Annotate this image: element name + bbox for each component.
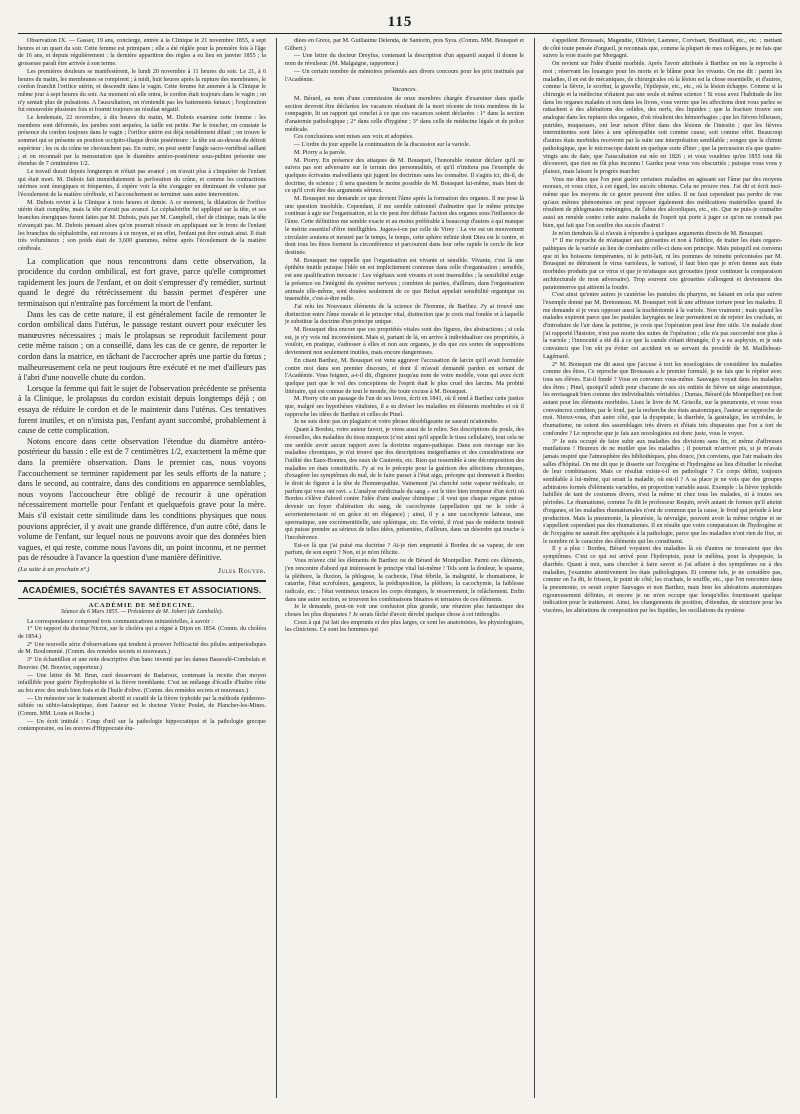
paragraph: Notons encore dans cette observation l'étendue du diamètre antéro-postérieur du bassin : elle est de 7 centimètres 1/2, exactement la même que dans la première observation. Dans le premier cas, nous voyons l'accouchement se terminer rapidement par les seuls efforts de la nature ; dans le second, au contraire, dans des conditions en apparence semblables, nous voyons l'accoucheur être obligé de recourir à une opération nécessairement mortelle pour l'enfant et quelquefois grave pour la mère. Mais s'il existait cette similitude dans les conditions physiques que nous pouvions apprécier, il y avait une grande différence, d'un autre côté, dans le volume de l'enfant, sur lequel nous ne pouvons avoir que des données bien vagues, et qui reste, comme nous l'avons dit, un point inconnu, et ne permet pas de résoudre à l'avance la question d'une manière définitive. <box>18 436 266 563</box>
paragraph: Est-ce là que j'ai puisé ma doctrine ? Ai-je rien emprunté à Bordeu de sa vapeur, de son parfum, de son esprit ? Non, et je m'en félicite. <box>285 542 524 557</box>
columns <box>18 38 782 1098</box>
academy-heading: ACADÉMIE DE MÉDECINE. <box>88 601 196 609</box>
paragraph: En citant Barthez, M. Bousquet est venu aggraver l'accusation de larcin qu'il avait formulée contre moi dans son premier discours, et dont il m'avait demandé pardon en sortant de l'Académie. Vous feignez, a-t-il dit, d'ignorer jusqu'au nom de votre modèle, vous qui avez écrit quelque part que le vol des conceptions de l'esprit était le plus cruel des larcins. Ma probité littéraire, qui est connue de tout le monde, ôte toute excuse à M. Bousquet. <box>285 357 524 395</box>
paragraph: Le lendemain, 22 novembre, à dix heures du matin, M. Dubois examine cette femme : les membres sont déformés, les jambes sont arquées, la taille est petite. Par le toucher, on constate la présence du cordon toujours dans le vagin ; l'orifice utérin est déjà notablement dilaté ; on trouve le sommet qui se présente en position occipito-iliaque droite postérieure : la tête est au-dessus du détroit supérieur ; les os du crâne ne chevauchent pas. En outre, on peut sentir l'angle sacro-vertébral saillant ; et on reconnaît par la mensuration que le diamètre antéro-postérieur sous-pubien présente une étendue de 7 centimètres 1/2. <box>18 115 266 168</box>
paragraph: Il y a plus : Bordeu, Bérard voyaient des maladies là où d'autres ne trouvaient que des symptômes. C'est ce qui est arrivé pour l'hydropisie, pour le méléna, pour la dyspepsie, la diarrhée. Quant à moi, sans chercher à faire savoir si j'ai affaire à des symptômes ou à des maladies, j'examine attentivement les états pathologiques. Et comme tels, je ne considère pas, comme on l'a dit, le frisson, le point de côté, les crachats, le souffle, etc., que l'on rencontre dans la pneumonie, ce serait copier Sauvages et non Barthez, mais bien les altérations anatomiques rigoureusement définies, et encore je ne m'en occupe que lorsqu'elles fournissent quelque indication pour le traitement. Ainsi, les changements de position, d'étendue, de structure pour les viscères, les altérations de composition par les liquides, les oscillations du système <box>543 546 782 615</box>
paragraph: Dans les cas de cette nature, il est généralement facile de remonter le cordon ombilical dans l'utérus, le passage restant ouvert pour exécuter les manœuvres nécessaires ; mais le prolapsus se reproduit facilement pour cette même raison ; on a conseillé, dans les cas de ce genre, de reporter le cordon dans la matrice, en tâchant de l'accrocher après une partie du fœtus ; malheureusement cela ne peut toujours être exécuté et ne met d'ailleurs pas à l'abri d'une nouvelle chute du cordon. <box>18 309 266 383</box>
paragraph: On revient sur l'idée d'unité morbide. Après l'avoir attribuée à Barthez on me la reproche à moi ; réservant les louanges pour les morts et le blâme pour les vivants. On me dit : parmi les maladies, il en est de mécaniques, de chirurgicales où la lésion est la chose essentielle, et d'autres, comme la fièvre, le scorbut, la gravelle, l'épilepsie, etc., etc., où la lésion échappe. Comme si la chirurgie et la médecine n'étaient pas une seule et même science ! Si vous avez l'habitude de lire dans les organes malades et non dans les livres, vous verrez que les affections dont vous parlez se rattachent à des altérations des solides, des nerfs, des liquides ; que la fracture trouve son analogue dans les ruptures des organes, d'où résultent des hémorrhagies ; que les fièvres bilieuses, putrides, muqueuses, ont leur raison d'être dans des lésions de l'intestin ; que les fièvres intermittentes sont liées à une splénopathie soit comme cause, soit comme effet. Beaucoup d'autres états morbides recevront par la suite une interprétation semblable ; songez que la chimie pathologique, que le microscope datent en quelque sorte d'hier ; que la percussion n'a que quatre-vingts ans de date, que l'auscultation est née en 1826 ; et vous voudriez qu'en 1855 tout fût découvert, que rien ne fût plus inconnu ! Gardez pour vous vos obscurités ; puisque vous vous y plaisez, mais laissez le progrès marcher. <box>543 61 782 175</box>
paragraph: — Un certain nombre de mémoires présentés aux divers concours pour les prix institués par l'Académie. <box>285 68 524 83</box>
page-number: 115 <box>387 14 413 30</box>
paragraph: M. Dubois revint à la Clinique à trois heures et demie. A ce moment, la dilatation de l'orifice utérin était complète, mais la tête n'avait pas avancé. Le céphalotribe fut appliqué sur la tête, et ses branches énergiques furent faites par M. Dubois, puis par M. Campbell, chef de clinique, mais la tête n'avançait pas. M. Dubois pensant alors qu'on pourrait réussir en appliquant sur le tronc de l'enfant les branches du céphalotribe, eut recours à ce moyen, et en effet, l'enfant put être extrait ainsi. Il était très volumineux ; son poids était de 3,600 grammes, même après l'écoulement de la matière cérébrale. <box>18 199 266 252</box>
column-3 <box>534 38 782 1098</box>
paragraph: Je m'en tiendrais là si n'avais à répondre à quelques arguments directs de M. Bousquet. <box>552 230 764 237</box>
paragraph: C'est ainsi qu'entre autres je cautérise les pustules du pharynx, ne faisant en cela que suivre l'exemple donné par M. Bretonneau. M. Bousquet voit là une affreuse torture pour les malades. Il me demande si je veux opposer aussi la trachéotomie à la variole. Non vraiment ; mais quand les malades expirent parce que les pustules laryngées ne leur permettent ni de rejeter les crachats, ni d'introduire de l'air dans la poitrine, je crois que l'opération peut leur être utile. Un malade dont j'ai rapporté l'histoire, n'est pas morte des suites de l'opération ; elle n'a pas succombé non plus à la variole ; l'innocuité a été dû à ce que la canule s'étant dérangée, il y a eu asphyxie, et je suis convaincu que l'on eût pu éviter cet accident en se servant du procédé de M. Maillebeau-Lagémard. <box>543 292 782 360</box>
paragraph: Le travail durait depuis longtemps et n'était pas avancé ; on n'avait plus à s'inquiéter de l'enfant qui était mort. M. Dubois fait immédiatement la perforation du crâne, et comme les contractions utérines sont énergiques et fréquentes, il espère voir la tête s'engager en diminuant de volume par l'écoulement de la matière cérébrale, et l'accouchement se terminer sans autre intervention. <box>18 168 266 199</box>
paragraph: — L'ordre du jour appelle la continuation de la discussion sur la variole. <box>294 142 471 149</box>
paragraph: Quant à Bordeu, votre auteur favori, je viens aussi de le relire. Ses descriptions du pouls, des écrouelles, des maladies du tissu muqueux (c'est ainsi qu'il appelle le tissu cellulaire), tout cela ne me semble avoir aucun rapport avec la doctrine organo-pathique. Dans son ouvrage sur les maladies chroniques, je n'ai trouvé que des descriptions insignifiantes et des considérations sur l'utilité des Eaux-Bonnes, des eaux de Cauterets, etc. Rien qui ressemble à une décomposition des maladies en états constitutifs. J'y ai vu le précepte pour la guérison des affections chroniques, d'exagérer les symptômes du mal, de le faire passer à l'état aigu, précepte qui donnerait à Bordeu le droit de figurer à la tête de l'homœopathie. Vainement j'ai cherché cette vapeur médicale, ce parfum qui vous ont ravi. « L'analyse médicinale du sang » est le titre bien trompeur d'un écrit où Bordeu s'élève d'abord contre l'idée d'une analyse chimique ; il veut que chaque organe puisse devenir un foyer d'altération du sang, de cacochymie (appellation qui ne le cède à acrorienterectasie ni en grâce ni en élégance) ; ainsi, il y a une cacochymie laiteuse, une spermatique, une excrémentitielle, une splénique, etc. En vérité, il n'est pas de médecin instruit qui puisse prendre au sérieux de telles idées, présentées, d'ailleurs, dans un désordre qui touche à l'incohérence. <box>285 427 524 541</box>
paragraph: 3° Un échantillon et une note descriptive d'un banc inventé par les dames Bassoulé-Combelais et Bouvier. (M. Bouvier, rapporteur.) <box>18 657 266 671</box>
paragraph: M. Bousquet me rappelle que l'organisation est vivante et sensible. Vivante, c'est là une épithète inutile puisque l'idée en est implicitement contenue dans celle d'organisation ; sensible, est une qualification inexacte : Les végétaux sont vivants et sont insensibles ; la sensibilité exige la présence ou l'intégrité du système nerveux ; combien de parties, d'ailleurs, dans l'organisation animale elle-même, sont douées seulement de ce que Bichat appelait sensibilité organique ou insensible, c'est-à-dire nulle. <box>285 257 524 303</box>
seance-line: Séance du 6 Mars 1855. — Présidence de M. Jobert (de Lamballe). <box>61 608 223 615</box>
continued-note: (La suite à un prochain nº.) <box>18 565 90 573</box>
paragraph: — Une lettre du docteur Dreyfus, contenant la description d'un appareil auquel il donne le nom de révulseur. (M. Malgaigne, rapporteur.) <box>285 53 524 68</box>
paragraph: M. Bousquet dira encore que ces propriétés vitales sont des figures, des abstractions ; si cela est, je n'y vois nul inconvénient. Mais si, partant de là, on arrive à individualiser ces propriétés, à vouloir, en pratique, s'adresser à elles et non aux organes, je dis que ces sortes de suppositions deviennent non seulement inutiles, mais encore dangereuses. <box>285 327 524 357</box>
paragraph: — Un mémoire sur le traitement abortif et curatif de la fièvre typhoïde par la méthode épidermo-stibiée ou stibio-latraleptique, dont l'auteur est le docteur Victor Poulet, de Plancher-les-Mines. (Comm. MM. Louis et Roche.) <box>18 695 266 718</box>
article-signature <box>18 566 266 575</box>
section-heading: ACADÉMIES, SOCIÉTÉS SAVANTES ET ASSOCIATIONS. <box>18 580 266 599</box>
column-2 <box>276 38 524 1098</box>
paragraph: 2° Une nouvelle série d'observations qui tendent à prouver l'efficacité des pilules antiperiodiques de M. Boulommié. (Comm. des remèdes secrets et nouveaux.) <box>18 641 266 656</box>
author-name: Jules Rouyer. <box>218 565 266 575</box>
paragraph: 1° Un rapport du docteur Nicrot, sur le choléra qui a régné à Dijon en 1854. (Comm. du choléra de 1854.) <box>18 626 266 641</box>
paragraph: Lorsque la femme qui fait le sujet de l'observation précédente se présenta à la Clinique, le prolapsus du cordon existait depuis longtemps déjà ; on essaya de réduire le cordon et de le maintenir dans l'utérus. Ces tentatives furent inutiles, et on n'insista pas, l'enfant ayant succombé, probablement à cause de cette complication. <box>18 383 266 436</box>
paragraph: La complication que nous rencontrons dans cette observation, la procidence du cordon ombilical, est fort grave, parce qu'elle compromet rapidement les jours de l'enfant, et on doit s'empresser d'y remédier, surtout quand le degré du rétrécissement du bassin permet d'espérer une terminaison qui n'entraîne pas forcément la mort de l'enfant. <box>18 256 266 309</box>
column-1 <box>18 38 266 1098</box>
paragraph: M. Bousquet me demande ce que devient l'âme après la formation des organes. Il me pose là une question insoluble. Cependant, il me semble rationnel d'admettre que le même principe continue à agir sur l'organisation, et la vie peut être définie l'action des organes sous l'influence de l'âme. Cette définition me semble exacte et au moins préférable à beaucoup d'autres à qui manque le mérite essentiel d'être intelligibles. Jugera-t-on par celle de Virey : La vie est un mouvement circulaire soutenu et mesuré par le temps, le temps, cette sphère infinie dont Dieu est le centre, et dont tous les êtres forment la circonférence et parcourent dans leur orbe rapide le cercle de leur destinée. <box>285 196 524 256</box>
paragraph: 2° M. Bousquet me dit aussi que j'accuse à tort les nosologistes de considérer les maladies comme des êtres. Ce reproche que Broussais a le premier formulé, je ne fais que le répéter avec tous ses élèves. Est-il fondé ? Vous en convenez vous-même. Sauvages voyait dans les maladies des êtres ; Pinel, quoiqu'il admît pour chacune de ses six entités de fièvre un siège anatomique, les envisageait bien comme des individualités véritables ; Dumas, Bérard (de Montpellier) en font autant pour les éléments morbides. Lisez le livre de M. Grisolle, sur la pneumonie, et vous vous convaincrez combien, par le fond, par la recherche des états anatomiques, l'auteur se rapproche de moi. Nierez-vous, d'un autre côté, que la dyspepsie, la diarrhée, la gastralgie, les scrofules, le rhumatisme, ne soient des assemblages très divers et d'états très disparates que l'on a tort de confondre ? Le reproche que je fais aux nosologistes est donc juste, vous le voyez. <box>543 361 782 437</box>
paragraph: M. Bérard, au nom d'une commission de onze membres chargée d'examiner dans quelle section devront être déclarées les vacances résultant de la mort récente de trois membres de la compagnie, lit un rapport qui conclut à ce que ces vacances soient déclarées : 1° dans la section d'anatomie pathologique ; 2° dans celle d'hygiène ; 3° dans celle de médecine légale et de police médicale. <box>285 95 524 133</box>
academy-block <box>18 619 266 735</box>
paragraph: s'appellent Broussais, Magendie, Ollivier, Laennec, Corvisart, Bouillaud, etc., etc. ; mettant de côté toute pensée d'orgueil, je reconnais que, comme la plupart de mes collègues, je ne fais que suivre la voie tracée par Morgagni. <box>543 38 782 60</box>
paragraph: La correspondance comprend trois communications ministérielles, à savoir : <box>27 618 213 625</box>
paragraph: diées en Grèce, par M. Guillaume Delenda, de Santorin, près Syra. (Comm. MM. Bousquet et Gilbert.) <box>285 38 524 52</box>
paragraph: M. Piorry. En présence des attaques de M. Bousquet, l'honorable orateur déclare qu'il ne suivra pas son adversaire sur le terrain des personnalités, et qu'il n'imitera pas l'exemple de quelques écrivains malveillants qui jugent les doctrines sans les connaître. Il s'agira ici, dit-il, de doctrine, de science ; il sera question le moins possible de M. Bousquet lui-même, mais bien de ce qu'il croit être des arguments sérieux. <box>285 157 524 195</box>
paragraph: Les premières douleurs se manifestèrent, le lundi 20 novembre à 11 heures du soir. Le 21, à 6 heures du matin, les membranes se rompirent ; à midi, huit heures après la rupture des membranes, le cordon franchit l'orifice utérin, et descendit dans le vagin. Cette femme fut amenée à la Clinique le même jour à sept heures du soir. Au moment où elle entra, le cordon était toujours dans le vagin ; on n'y sentait plus de pulsations. A l'auscultation, on n'entendit pas les battements fœtaux ; l'exploration fut renouvelée plusieurs fois et fournit toujours un résultat négatif. <box>18 68 266 114</box>
paragraph: Ces conclusions sont mises aux voix et adoptées. <box>294 134 414 141</box>
paragraph: — Un écrit intitulé : Coup d'œil sur la pathologie hippocratique et la pathologie grecque contemporaine, ou les œuvres d'Hippocrate étu- <box>18 718 266 733</box>
observation-block <box>18 38 266 254</box>
vacances-heading: Vacances. <box>391 86 417 94</box>
top-rule <box>18 33 782 34</box>
paragraph: 3° Je suis occupé de faire subir aux maladies des divisions sans fin, et même d'affreuses mutilations ! Heureux de ne mutiler que les maladies ; il pourrait m'arriver pis, si je m'avais jamais respiré que l'atmosphère des bibliothèques, plus douce, j'en conviens, que l'air malsain des salles d'hôpital. On me dit que je disserte sur l'oxygène et l'hydrogène au lieu d'étudier le résultat de leur combinaison. Mais ce résultat existe-t-il en pathologie ? Ce corps défini, toujours semblable à lui-même, qui serait la maladie, où est-il ? A sa place je ne vois que des groupes arbitraires formés d'éléments variables, en proportion variable aussi. Exemple : la fièvre typhoïde habillée de tant de costumes divers, n'est la même ni chez tous les malades, ni à toutes ses périodes. Le rhumatisme, comme l'a dit le professeur Requin, revêt autant de formes qu'il atteint d'organes, et les maladies rhumatismales n'ont de commun que la cause, le froid qui préside à leur production. Mais la pneumonie, la pleurésie, la névralgie, peuvent avoir la même origine et ne s'appellent cependant pas des rhumatismes. Il en résulte que votre comparaison de l'hydrogène et de l'oxygène ne saurait être appliquée à la pathologie, parce que les maladies n'ont rien de fixe, ni le nombre ni le caractère des éléments qui les constituent. <box>543 438 782 545</box>
paragraph: M. Piorry cite un passage de l'un de ses livres, écrit en 1841, où il rend à Barthez cette justice que, malgré ses hypothèses vitalistes, il a su diviser les maladies en éléments morbides et où il rapproche les idées de Barthez et celles de Pinel. <box>285 396 524 418</box>
paragraph: Observation IX. — Gasser, 19 ans, concierge, entrée à la Clinique le 21 novembre 1855, à sept heures et un quart du soir. Cette femme est primipare ; elle a été réglée pour la première fois à l'âge de 16 ans, et depuis régulièrement : la dernière apparition des règles a eu lieu en janvier 1855 ; la grossesse paraît être arrivée à son terme. <box>18 38 266 68</box>
paragraph: J'ai relu les Nouveaux éléments de la science de l'homme, de Barthez. J'y ai trouvé une distinction entre l'âme morale et le principe vital, distinction que je crois mal fondée et à laquelle je substitue la doctrine d'un principe unique. <box>285 303 524 326</box>
paragraph: M. Piorry a la parole. <box>294 149 347 156</box>
commentary-block <box>18 257 266 564</box>
paragraph: Vous me dites que l'on peut guérir certaines maladies en agissant sur l'âme par des moyens moraux, et vous citez, à cet égard, les succès obtenus. Cela ne prouve rien. J'ai dit et écrit moi-même que les moyens de ce genre peuvent être utiles. Il ne faut cependant pas perdre de vue qu'aux mêmes phénomènes on peut opposer également des médications matérielles quand ils résultent de phlegmasies méningées, de l'abus des alcooliques, etc., etc. Que ne puis-je connaître aussi un remède contre cette autre maladie de l'esprit qui porte à juger ce qu'on ne connaît pas bien, qui fait que l'on souffre des succès d'autrui ! <box>543 176 782 229</box>
paragraph: — Une lettre de M. Brun, curé desservant de Badaroux, contenant la recette d'un moyen infaillible pour guérir l'hydrophobie et la fièvre tremblante. C'est un mélange d'écaille d'huître rôtie au feu avec des œufs bien frais et de l'huile d'olive. (Comm. des remèdes secrets et nouveaux.) <box>18 672 266 694</box>
paragraph: 1° Il me reproche de m'attaquer aux girouettes et non à l'édifice, de traiter les états organo-pathiques de la variole au lieu de combattre celle-ci dans son principe. Mais puisqu'il est convenu que ni les boissons tempérantes, ni le petit-lait, ni les pommes de reinette préconisées par M. Bousquet ne détruisent le virus varioleux, le variosé, il faut bien que je m'en tienne aux états morbides produits par ce virus et que je m'attaque aux girouettes (pour continuer la comparaison architecturale de mon adversaire). Trop souvent ces girouettes s'allongent et deviennent des paratonnerres qui attirent la foudre. <box>543 238 782 291</box>
paragraph: Je ne suis donc pas un plagiaire et votre phrase désobligeante ne saurait m'atteindre. <box>294 419 499 426</box>
paragraph: Ceux à qui j'ai fait des emprunts et des plus larges, ce sont les anatomistes, les physiologistes, les cliniciens. Ce sont les hommes qui <box>285 619 524 634</box>
paragraph: Je le demande, peut-on voir une confusion plus grande, une réunion plus fantastique des choses les plus disparates ? Je serais fâché d'avoir dérobé quelque chose à cet imbroglio. <box>285 604 524 619</box>
paragraph: Vous m'avez cité les éléments de Barthez ou de Bérard de Montpellier. Parmi ces éléments, j'en rencontre d'abord qui intéressent le principe vital lui-même ! Tels sont la douleur, le spasme, la pléthore, la fluxion, la phlogose, la cachexie, l'état fébrile, la malignité, le rhumatisme, le catarrhe, l'état scrofuleux, gangreux, la prédisposition, la pléthore, la cacochymie, la faiblesse radicale, etc. ; l'état venimeux tenaces les corps étrangers, le resserrement, le relâchement. Enfin dans une autre section, se trouvent les combinaisons binaires et ternaires de ces éléments. <box>285 558 524 603</box>
